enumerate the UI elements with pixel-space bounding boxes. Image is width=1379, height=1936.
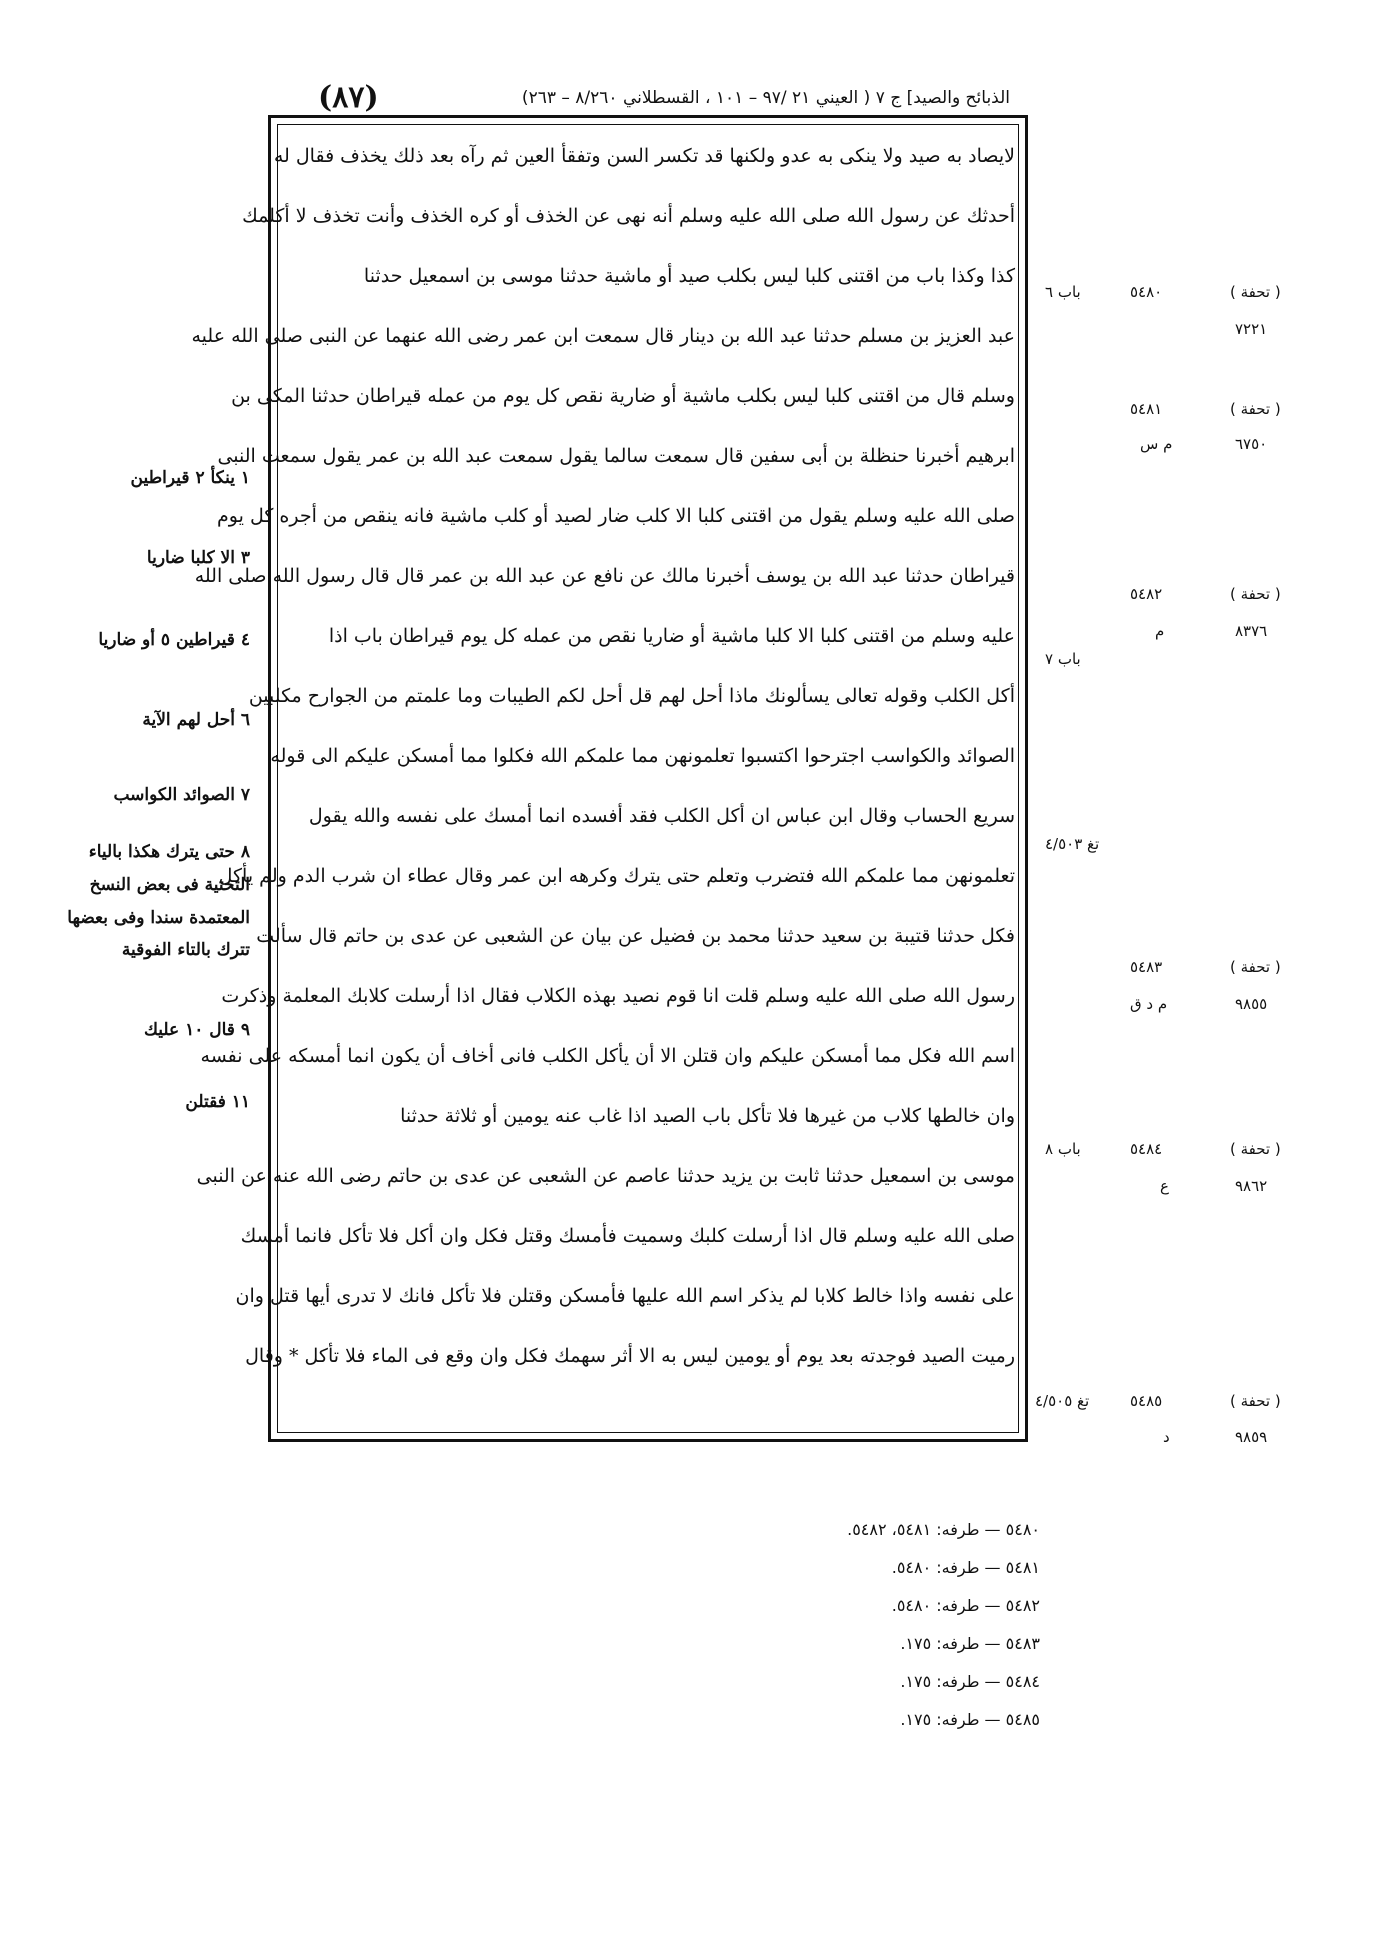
tuhfa-label: ( تحفة ) — [1230, 958, 1281, 976]
tuhfa-label: ( تحفة ) — [1230, 1140, 1281, 1158]
tuhfa-label: ( تحفة ) — [1230, 283, 1281, 301]
footer-reference: ٥٤٨٠ — طرفه: ٥٤٨١، ٥٤٨٢. — [847, 1520, 1040, 1539]
sigla: م د ق — [1130, 995, 1168, 1013]
tuhfa-number: ٨٣٧٦ — [1235, 622, 1268, 640]
margin-note: المعتمدة سندا وفى بعضها — [67, 908, 250, 928]
margin-note: تترك بالتاء الفوقية — [121, 940, 250, 960]
sigla: م س — [1140, 435, 1173, 453]
margin-note: ٦ أحل لهم الآية — [142, 710, 250, 730]
text-line: رسول الله صلى الله عليه وسلم قلت انا قوم نصيد بهذه الكلاب فقال اذا أرسلت كلابك المعلمة وذكرت — [221, 985, 1015, 1007]
text-line: قيراطان حدثنا عبد الله بن يوسف أخبرنا مالك عن نافع عن عبد الله بن عمر قال قال رسول الله صلى الله — [194, 565, 1015, 587]
footer-reference: ٥٤٨٣ — طرفه: ١٧٥. — [900, 1634, 1040, 1653]
margin-note: ٣ الا كلبا ضاريا — [146, 548, 250, 568]
text-line: فكل حدثنا قتيبة بن سعيد حدثنا محمد بن فضيل عن بيان عن الشعبى عن عدى بن حاتم قال سألت — [256, 925, 1015, 947]
tuhfa-number: ٦٧٥٠ — [1235, 435, 1268, 453]
text-line: رميت الصيد فوجدته بعد يوم أو يومين ليس به الا أثر سهمك فكل وان وقع فى الماء فلا تأكل * وقال — [245, 1345, 1015, 1367]
text-line: عبد العزيز بن مسلم حدثنا عبد الله بن دينار قال سمعت ابن عمر رضى الله عنهما عن النبى صلى الله عليه — [191, 325, 1015, 347]
footer-reference: ٥٤٨١ — طرفه: ٥٤٨٠. — [891, 1558, 1040, 1577]
tuhfa-label: ( تحفة ) — [1230, 1392, 1281, 1410]
text-line: صلى الله عليه وسلم قال اذا أرسلت كلبك وسميت فأمسك وقتل فكل وان أكل فلا تأكل فانما أمسك — [240, 1225, 1015, 1247]
text-line: وسلم قال من اقتنى كلبا ليس بكلب ماشية أو ضارية نقص كل يوم من عمله قيراطان حدثنا المكى بن — [231, 385, 1015, 407]
sigla: د — [1163, 1428, 1170, 1446]
hadith-number: ٥٤٨٤ — [1130, 1140, 1163, 1158]
sigla: م — [1155, 622, 1165, 640]
text-line: وان خالطها كلاب من غيرها فلا تأكل باب الصيد اذا غاب عنه يومين أو ثلاثة حدثنا — [400, 1105, 1015, 1127]
taghliq-reference: تغ ٤/٥٠٥ — [1035, 1392, 1090, 1410]
hadith-number: ٥٤٨٢ — [1130, 585, 1163, 603]
text-line: ابرهيم أخبرنا حنظلة بن أبى سفين قال سمعت سالما يقول سمعت عبد الله بن عمر يقول سمعت النبى — [217, 445, 1015, 467]
text-line: أحدثك عن رسول الله صلى الله عليه وسلم أنه نهى عن الخذف أو كره الخذف وأنت تخذف لا أكلمك — [242, 205, 1015, 227]
bab-number: باب ٨ — [1045, 1140, 1081, 1158]
running-title: الذبائح والصيد] ج ٧ ( العيني ٢١ /٩٧ – ١٠١ ، القسطلاني ٨/٢٦٠ – ٢٦٣) — [521, 88, 1010, 108]
tuhfa-number: ٧٢٢١ — [1235, 320, 1268, 338]
tuhfa-number: ٩٨٥٥ — [1235, 995, 1268, 1013]
text-line: عليه وسلم من اقتنى كلبا الا كلبا ماشية أو ضاريا نقص من عمله كل يوم قيراطان باب اذا — [328, 625, 1015, 647]
margin-note: ٤ قيراطين ٥ أو ضاريا — [98, 630, 250, 650]
hadith-number: ٥٤٨٣ — [1130, 958, 1163, 976]
bab-number: باب ٦ — [1045, 283, 1081, 301]
text-line: أكل الكلب وقوله تعالى يسألونك ماذا أحل لهم قل أحل لكم الطيبات وما علمتم من الجوارح مكلبين — [248, 685, 1015, 707]
footer-reference: ٥٤٨٤ — طرفه: ١٧٥. — [900, 1672, 1040, 1691]
text-line: موسى بن اسمعيل حدثنا ثابت بن يزيد حدثنا عاصم عن الشعبى عن عدى بن حاتم رضى الله عنه عن النبى — [196, 1165, 1015, 1187]
bab-number: باب ٧ — [1045, 650, 1081, 668]
tuhfa-number: ٩٨٦٢ — [1235, 1177, 1268, 1195]
text-line: سريع الحساب وقال ابن عباس ان أكل الكلب فقد أفسده انما أمسك على نفسه والله يقول — [308, 805, 1015, 827]
sigla: ع — [1160, 1177, 1169, 1195]
hadith-number: ٥٤٨٠ — [1130, 283, 1163, 301]
footer-reference: ٥٤٨٥ — طرفه: ١٧٥. — [900, 1710, 1040, 1729]
hadith-number: ٥٤٨١ — [1130, 400, 1163, 418]
page-header — [300, 80, 1010, 120]
tuhfa-label: ( تحفة ) — [1230, 585, 1281, 603]
text-line: الصوائد والكواسب اجترحوا اكتسبوا تعلمونهن مما علمكم الله فكلوا مما أمسكن عليكم الى قوله — [270, 745, 1015, 767]
margin-note: ٨ حتى يترك هكذا بالياء — [88, 842, 250, 862]
text-line: اسم الله فكل مما أمسكن عليكم وان قتلن الا أن يأكل الكلب فانى أخاف أن يكون انما أمسكه على نفسه — [200, 1045, 1015, 1067]
text-line: صلى الله عليه وسلم يقول من اقتنى كلبا الا كلب ضار لصيد أو كلب ماشية فانه ينقص من أجره كل يوم — [217, 505, 1015, 527]
text-line: لايصاد به صيد ولا ينكى به عدو ولكنها قد تكسر السن وتفقأ العين ثم رآه بعد ذلك يخذف فقال له — [273, 145, 1015, 167]
margin-note: ١ ينكأ ٢ قيراطين — [130, 468, 250, 488]
text-line: كذا وكذا باب من اقتنى كلبا ليس بكلب صيد أو ماشية حدثنا موسى بن اسمعيل حدثنا — [363, 265, 1015, 287]
footer-reference: ٥٤٨٢ — طرفه: ٥٤٨٠. — [891, 1596, 1040, 1615]
hadith-number: ٥٤٨٥ — [1130, 1392, 1163, 1410]
margin-note: ١١ فقتلن — [185, 1092, 250, 1112]
tuhfa-label: ( تحفة ) — [1230, 400, 1281, 418]
taghliq-reference: تغ ٤/٥٠٣ — [1045, 835, 1100, 853]
text-line: تعلمونهن مما علمكم الله فتضرب وتعلم حتى يترك وكرهه ابن عمر وقال عطاء ان شرب الدم ولم يأكل — [218, 865, 1015, 887]
margin-note: ٩ قال ١٠ عليك — [143, 1020, 250, 1040]
page-number: (٨٧) — [318, 80, 379, 115]
margin-note: ٧ الصوائد الكواسب — [113, 785, 250, 805]
text-line: على نفسه واذا خالط كلابا لم يذكر اسم الله عليها فأمسكن وقتلن فلا تأكل فانك لا تدرى أيها قتل وان — [235, 1285, 1015, 1307]
margin-note: التحتية فى بعض النسخ — [89, 875, 250, 895]
tuhfa-number: ٩٨٥٩ — [1235, 1428, 1268, 1446]
